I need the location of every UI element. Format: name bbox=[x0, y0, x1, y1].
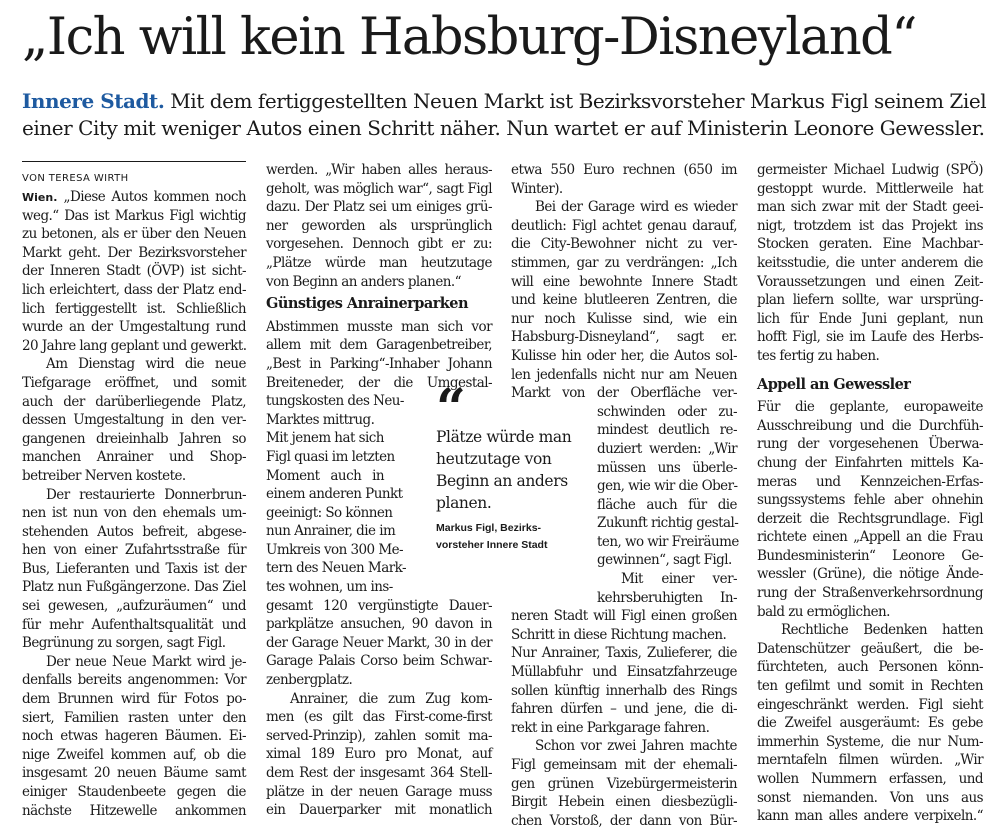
text-line: mindest deutlich re- bbox=[597, 422, 737, 439]
text-line: Birgit Hebein einen diesbezügli- bbox=[511, 794, 737, 811]
text-line: lich für Ende Juni geplant, nun bbox=[757, 310, 983, 327]
text-line: nige Zweifel kommen auf, ob die bbox=[22, 746, 246, 763]
text-line: plan liefern sollte, war ursprüng- bbox=[757, 292, 983, 309]
text-line: gen grünen Vizebürgermeisterin bbox=[511, 775, 737, 792]
text-line: auch der darüberliegende Platz, bbox=[22, 393, 246, 410]
pull-quote-line: Plätze würde man bbox=[436, 428, 572, 446]
text-line: Umkreis von 300 Me- bbox=[266, 541, 404, 558]
column-1 bbox=[22, 161, 246, 820]
text-line: Bus, Lieferanten und Taxis ist der bbox=[22, 560, 246, 577]
text-line: die City-Bewohner nicht zu ver- bbox=[511, 236, 737, 253]
text-line: sungssystems fehle aber ohnehin bbox=[757, 492, 983, 509]
text-line: ner geworden als ursprünglich bbox=[266, 217, 492, 234]
text-line: tern des Neuen Mark- bbox=[266, 560, 407, 577]
text-line: Begrünung zu sorgen, sagt Figl. bbox=[22, 635, 226, 652]
text-line: nächste Hitzewelle ankommen bbox=[22, 802, 246, 819]
text-line: 20 Jahre lang geplant und gewerkt. bbox=[22, 337, 247, 354]
headline: „Ich will kein Habsburg-Disneyland“ bbox=[22, 8, 916, 67]
text-line: tungskosten des Neu- bbox=[266, 393, 404, 410]
text-line: Anrainer, die zum Zug kom- bbox=[290, 690, 492, 707]
text-line: len jedenfalls nicht nur am Neuen bbox=[511, 366, 737, 383]
lead-paragraph bbox=[22, 88, 987, 142]
text-line: stehenden Autos befreit, abgese- bbox=[22, 523, 246, 540]
text-line: Tiefgarage eröffnet, und somit bbox=[22, 374, 246, 391]
text-line: allem mit dem Garagenbetreiber, bbox=[266, 337, 492, 354]
text-line: bald zu ermöglichen. bbox=[757, 603, 890, 620]
text-line: Zukunft richtig gestal- bbox=[597, 515, 739, 532]
text-line: zenbergplatz. bbox=[266, 672, 353, 689]
text-line: tes fertig zu haben. bbox=[757, 347, 880, 364]
text-line: tes wohnen, um ins- bbox=[266, 579, 393, 596]
text-line: germeister Michael Ludwig (SPÖ) bbox=[757, 162, 983, 178]
text-line: Schon vor zwei Jahren machte bbox=[535, 738, 737, 755]
text-line: schwinden oder zu- bbox=[597, 403, 737, 420]
text-line: Bundesministerin“ Leonore Ge- bbox=[757, 547, 983, 564]
text-line: merntafeln filmen würden. „Wir bbox=[757, 752, 983, 769]
kicker: Innere Stadt. bbox=[22, 89, 165, 113]
text-line: zu betonen, als er über den Neuen bbox=[22, 226, 246, 243]
subheading: Günstiges Anrainerparken bbox=[266, 295, 468, 313]
text-line: Rechtliche Bedenken hatten bbox=[781, 622, 983, 639]
pull-quote-line: heutzutage von bbox=[436, 450, 552, 468]
text-line: men (es gilt das First-come-first bbox=[266, 709, 492, 726]
column-4 bbox=[757, 161, 983, 826]
text-line: dessen Umgestaltung in den ver- bbox=[22, 412, 246, 429]
text-line: rung der vorgesehenen Überwa- bbox=[757, 436, 983, 453]
text-line: Abstimmen musste man sich vor bbox=[266, 318, 492, 335]
text-line: Moment auch in bbox=[266, 467, 384, 484]
text-line: served-Prinzip), zahlen somit ma- bbox=[266, 727, 492, 744]
text-line: einem anderen Punkt bbox=[266, 486, 403, 503]
text-line: nur noch Kulisse sind, wie ein bbox=[511, 310, 737, 327]
text-line: manchen Anrainer und Shop- bbox=[22, 449, 246, 466]
text-line: dem Brunnen wird für Fotos po- bbox=[22, 691, 246, 708]
text-line: Der restaurierte Donnerbrun- bbox=[46, 486, 246, 503]
text-line: siert, Familien rasten unter den bbox=[22, 709, 246, 726]
text-line: lich fertiggestellt ist. Schließlich bbox=[22, 300, 246, 317]
text-line: nun Anrainer, die im bbox=[266, 523, 396, 540]
text-line: hen von einer Zufahrtsstraße für bbox=[22, 542, 246, 559]
text-line: rekt in eine Parkgarage fahren. bbox=[511, 719, 710, 736]
text-line: nen ist nun von den ehemals um- bbox=[22, 505, 246, 522]
text-line: Bei der Garage wird es wieder bbox=[535, 199, 737, 216]
text-line: wurde an der Umgestaltung rund bbox=[22, 319, 246, 336]
text-line: will eine bewohnte Innere Stadt bbox=[511, 273, 737, 290]
text-line: stimmen, gar zu verdrängen: „Ich bbox=[511, 254, 737, 271]
text-line: kehrsberuhigten In- bbox=[597, 589, 737, 606]
text-line: richtete einen „Appell an die Frau bbox=[757, 529, 983, 546]
text-line: betreiber Nerven kostete. bbox=[22, 467, 186, 484]
text-line: Am Dienstag wird die neue bbox=[46, 356, 246, 373]
text-line: Platz nun Fußgängerzone. Das Ziel bbox=[22, 579, 246, 596]
text-line: Wien. „Diese Autos kommen noch bbox=[22, 189, 246, 205]
text-line: Garage Palais Corso beim Schwar- bbox=[266, 653, 492, 670]
text-line: derzeit die Rechtsgrundlage. Figl bbox=[757, 510, 983, 527]
text-line: und keine blutleeren Zentren, die bbox=[511, 292, 737, 309]
byline: VON TERESA WIRTH bbox=[22, 161, 246, 188]
text-line: Für die geplante, europaweite bbox=[757, 399, 983, 416]
text-line: müssen uns überle- bbox=[597, 459, 737, 476]
text-line: „Best in Parking“-Inhaber Johann bbox=[266, 355, 492, 372]
text-line: Der neue Neue Markt wird je- bbox=[46, 653, 246, 670]
text-line: fürchteten, auch Personen könn- bbox=[757, 659, 983, 676]
text-line: duziert werden: „Wir bbox=[597, 440, 737, 457]
text-line: Voraussetzungen und einen Zeit- bbox=[757, 273, 983, 290]
text-line: fahren dürfen – und jene, die di- bbox=[511, 701, 737, 718]
text-line: Winter). bbox=[511, 180, 563, 197]
text-line: lich erleichtert, dass der Platz end- bbox=[22, 281, 246, 298]
text-line: denfalls bereits angenommen: Vor bbox=[22, 672, 246, 689]
text-line: hofft Figl, sie im Laufe des Herbs- bbox=[757, 329, 983, 346]
lead-line-2: einer City mit weniger Autos einen Schritt näher. Nun wartet er auf Ministerin Leonore Gewessler. bbox=[22, 116, 985, 140]
text-line: der Garage Neuer Markt, 30 in der bbox=[266, 634, 492, 651]
text-line: Kulisse hin oder her, die Autos sol- bbox=[511, 347, 737, 364]
text-line: geeinigt: So können bbox=[266, 504, 393, 521]
text-line: Mit jenem hat sich bbox=[266, 430, 384, 447]
text-line: kann man alles andere verpixeln.“ bbox=[757, 808, 983, 825]
text-line: gen, wie wir die Ober- bbox=[597, 478, 738, 495]
text-line: der Inneren Stadt (ÖVP) ist sicht- bbox=[22, 263, 246, 280]
text-line: gangenen dreieinhalb Jahren so bbox=[22, 430, 246, 447]
text-line: von Beginn an anders planen.“ bbox=[266, 273, 462, 290]
pull-quote-line: planen. bbox=[436, 494, 492, 512]
text-line: Figl quasi im letzten bbox=[266, 448, 395, 465]
text-line: immerhin Systeme, die nur Num- bbox=[757, 733, 983, 750]
text-line: keitsstudie, die unter anderem die bbox=[757, 254, 983, 271]
text-line: plätze in der neuen Garage muss bbox=[266, 783, 492, 800]
text-line: sei gewesen, „aufzuräumen“ und bbox=[22, 598, 246, 615]
text-line: Mit einer ver- bbox=[621, 571, 737, 588]
quote-mark-icon: “ bbox=[436, 378, 462, 439]
text-line: ten gefilmt und somit in Rechten bbox=[757, 678, 983, 695]
text-line: Marktes mittrug. bbox=[266, 411, 375, 428]
text-line: für mehr Aufenthaltsqualität und bbox=[22, 616, 246, 633]
text-line: insgesamt 20 neuen Bäume samt bbox=[22, 765, 246, 782]
text-line: geholt, was möglich war“, sagt Figl bbox=[266, 180, 492, 197]
column-3 bbox=[511, 161, 737, 830]
text-line: Müllabfuhr und Einsatzfahrzeuge bbox=[511, 664, 737, 681]
text-line: noch etwas hageren Bäumen. Ei- bbox=[22, 728, 246, 745]
text-line: ten, wo wir Freiräume bbox=[597, 533, 739, 550]
pull-quote-source: Markus Figl, Bezirks- bbox=[436, 522, 542, 534]
text-line: neren Stadt will Figl einen großen bbox=[511, 608, 737, 625]
text-line: wollen Nummern erfassen, und bbox=[757, 771, 983, 787]
text-line: einiger Staudenbeete gegen die bbox=[22, 784, 246, 800]
text-line: sollen künftig innerhalb des Rings bbox=[511, 682, 737, 699]
text-line: ximal 189 Euro pro Monat, auf bbox=[266, 746, 492, 763]
text-line: dem Rest der insgesamt 364 Stell- bbox=[266, 765, 492, 781]
text-line: chen Vorstoß, der dann von Bür- bbox=[511, 812, 737, 829]
text-line: deutlich: Figl achtet genau darauf, bbox=[511, 217, 737, 234]
text-line: sonst niemanden. Von uns aus bbox=[757, 789, 983, 806]
text-line: parkplätze ansuchen, 90 davon in bbox=[266, 616, 492, 633]
text-line: Figl gemeinsam mit der ehemali- bbox=[511, 757, 737, 773]
text-line: fläche auch für die bbox=[597, 496, 737, 513]
text-line: rung der Straßenverkehrsordnung bbox=[757, 585, 983, 602]
text-line: die Zweifel ausgeräumt: Es gebe bbox=[757, 715, 983, 732]
dateline-place: Wien. bbox=[22, 191, 58, 204]
text-line: Datenschützer geäußert, die be- bbox=[757, 640, 983, 657]
text-line: wessler (Grüne), die nötige Ände- bbox=[757, 566, 983, 583]
text-line: ein Dauerparker mit monatlich bbox=[266, 802, 492, 819]
text-line: chung der Einfahrten mittels Ka- bbox=[757, 454, 983, 471]
pull-quote-source: vorsteher Innere Stadt bbox=[436, 539, 548, 551]
text-line: Schritt in diese Richtung machen. bbox=[511, 626, 727, 643]
text-line: Ausschreibung und die Durchfüh- bbox=[757, 417, 983, 434]
text-line: meras und Kennzeichen-Erfas- bbox=[757, 473, 983, 490]
text-line: Breiteneder, der die Umgestal- bbox=[266, 374, 492, 391]
text-line: „Plätze würde man heutzutage bbox=[266, 254, 492, 271]
text-line: gesamt 120 vergünstigte Dauer- bbox=[266, 597, 492, 614]
text-line: weg.“ Das ist Markus Figl wichtig bbox=[22, 207, 246, 224]
text-line: Markt von der Oberfläche ver- bbox=[511, 385, 737, 402]
pull-quote-line: Beginn an anders bbox=[436, 472, 568, 490]
subheading: Appell an Gewessler bbox=[757, 375, 911, 393]
text-line: man sich zwar mit der Stadt geei- bbox=[757, 199, 983, 216]
text-line: eingeschränkt werden. Figl sieht bbox=[757, 696, 983, 713]
text-line: vorgesehen. Dennoch gibt er zu: bbox=[266, 236, 492, 253]
text-line: werden. „Wir haben alles heraus- bbox=[266, 162, 492, 178]
text-line: Habsburg-Disneyland“, sagt er. bbox=[511, 329, 737, 346]
lead-line-1: Mit dem fertiggestellten Neuen Markt ist Bezirksvorsteher Markus Figl seinem Ziel bbox=[164, 89, 987, 113]
text-line: nigt, trotzdem ist das Projekt ins bbox=[757, 217, 983, 234]
text-line: dazu. Der Platz sei um einiges grü- bbox=[266, 199, 492, 216]
text-line: gewinnen“, sagt Figl. bbox=[597, 552, 732, 569]
text-line: gestoppt wurde. Mittlerweile hat bbox=[757, 180, 983, 197]
text-line: Stocken geraten. Eine Machbar- bbox=[757, 236, 983, 253]
text-line: etwa 550 Euro rechnen (650 im bbox=[511, 162, 737, 178]
text-line: Markt geht. Der Bezirksvorsteher bbox=[22, 244, 246, 261]
text-line: Nur Anrainer, Taxis, Zulieferer, die bbox=[511, 645, 737, 662]
